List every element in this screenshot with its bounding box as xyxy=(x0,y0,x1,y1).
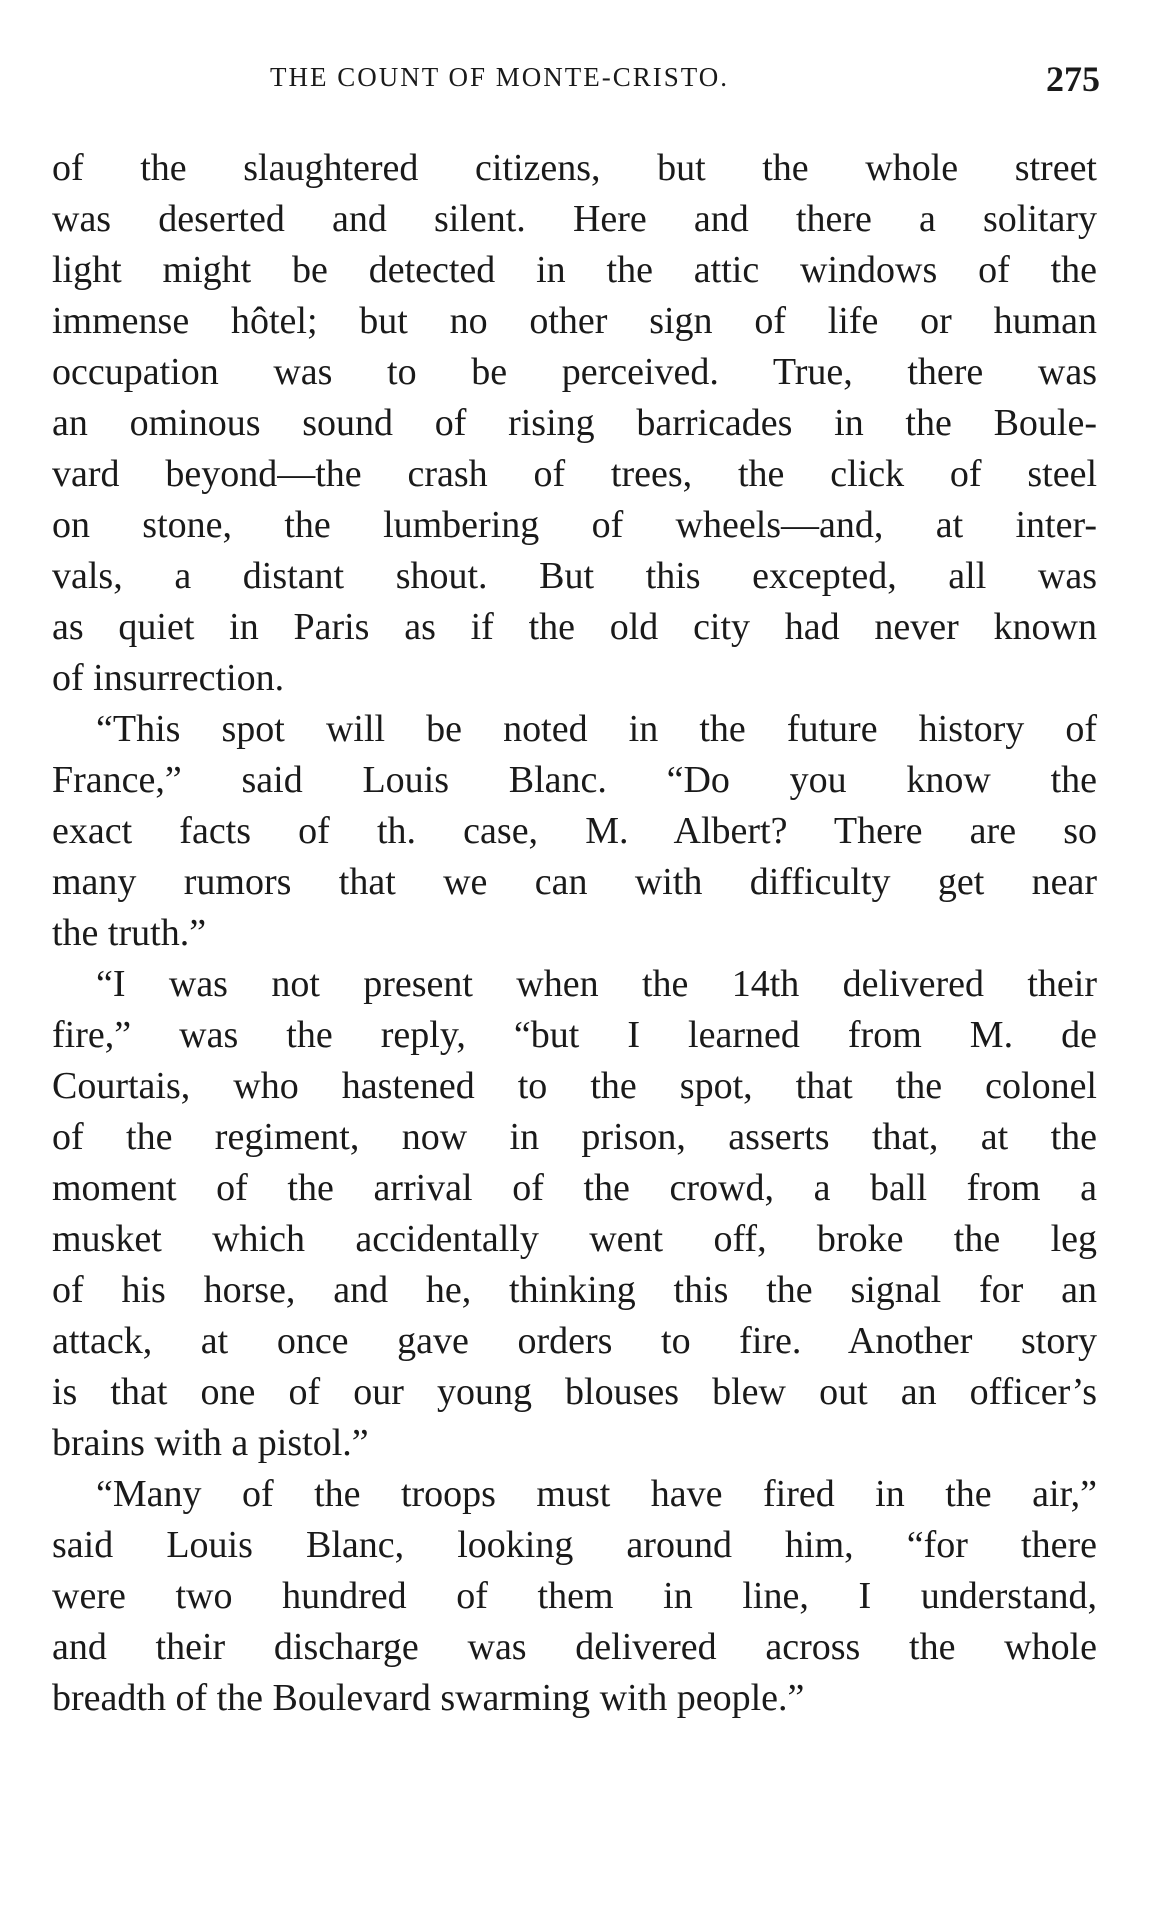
text-line: fire,” was the reply, “but I learned from M. de xyxy=(52,1014,1097,1056)
text-line: of the slaughtered citizens, but the whole street xyxy=(52,147,1097,189)
text-line: of his horse, and he, thinking this the signal for an xyxy=(52,1269,1097,1311)
text-line: moment of the arrival of the crowd, a ball from a xyxy=(52,1167,1097,1209)
text-line: Courtais, who hastened to the spot, that the colonel xyxy=(52,1065,1097,1107)
text-line: of insurrection. xyxy=(52,657,285,699)
text-line: as quiet in Paris as if the old city had never known xyxy=(52,606,1097,648)
text-line: France,” said Louis Blanc. “Do you know the xyxy=(52,759,1097,801)
text-line: “Many of the troops must have fired in the air,” xyxy=(96,1473,1097,1515)
text-line: light might be detected in the attic windows of the xyxy=(52,249,1097,291)
text-line: immense hôtel; but no other sign of life or human xyxy=(52,300,1097,342)
text-line: attack, at once gave orders to fire. Another story xyxy=(52,1320,1097,1362)
text-line: many rumors that we can with difficulty get near xyxy=(52,861,1097,903)
text-line: of the regiment, now in prison, asserts that, at the xyxy=(52,1116,1097,1158)
text-line: “This spot will be noted in the future history of xyxy=(96,708,1097,750)
running-title: THE COUNT OF MONTE-CRISTO. xyxy=(270,62,730,92)
text-line: is that one of our young blouses blew out an officer’s xyxy=(52,1371,1097,1413)
text-line: were two hundred of them in line, I understand, xyxy=(52,1575,1097,1617)
text-line: and their discharge was delivered across the whole xyxy=(52,1626,1097,1668)
body-text xyxy=(52,143,1097,1724)
text-line: an ominous sound of rising barricades in the Boule- xyxy=(52,402,1097,444)
text-line: breadth of the Boulevard swarming with people.” xyxy=(52,1677,805,1719)
text-line: was deserted and silent. Here and there a solitary xyxy=(52,198,1097,240)
text-line: “I was not present when the 14th delivered their xyxy=(96,963,1097,1005)
text-line: vals, a distant shout. But this excepted, all was xyxy=(52,555,1097,597)
text-line: exact facts of th. case, M. Albert? There are so xyxy=(52,810,1097,852)
text-line: musket which accidentally went off, broke the leg xyxy=(52,1218,1097,1260)
text-line: the truth.” xyxy=(52,912,207,954)
text-line: occupation was to be perceived. True, there was xyxy=(52,351,1097,393)
text-line: said Louis Blanc, looking around him, “for there xyxy=(52,1524,1097,1566)
text-line: on stone, the lumbering of wheels—and, at inter- xyxy=(52,504,1097,546)
text-line: brains with a pistol.” xyxy=(52,1422,369,1464)
running-head xyxy=(270,58,1100,98)
text-line: vard beyond—the crash of trees, the click of steel xyxy=(52,453,1097,495)
page-number: 275 xyxy=(1046,59,1100,99)
